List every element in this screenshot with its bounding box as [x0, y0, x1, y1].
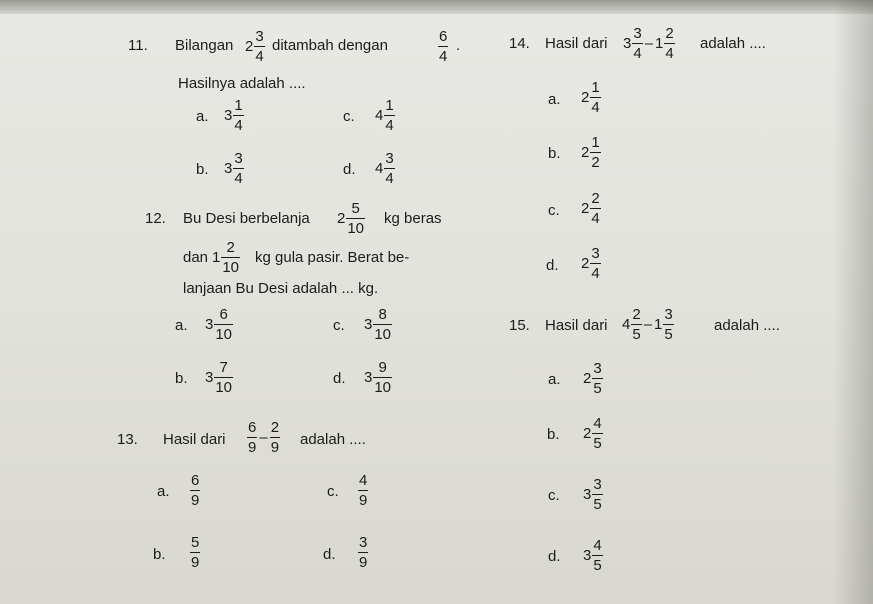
- q11-line2: Hasilnya adalah ....: [178, 75, 306, 92]
- q15-option-b: 2 $\frac{4}{5}$: [583, 415, 602, 452]
- q14-option-b: 2 $\frac{1}{2}$: [581, 134, 600, 171]
- q12-option-label: d.: [333, 370, 346, 387]
- q12-number: 12.: [145, 210, 166, 227]
- q14-option-d: 2 $\frac{3}{4}$: [581, 245, 600, 282]
- q13-option-label: a.: [157, 483, 170, 500]
- q13-option-label: b.: [153, 546, 166, 563]
- q15-number: 15.: [509, 317, 530, 334]
- q15-text-2: adalah ....: [714, 317, 780, 334]
- q12-text: Bu Desi berbelanja: [183, 210, 310, 227]
- q11-period: .: [456, 37, 461, 54]
- q13-number: 13.: [117, 431, 138, 448]
- q12-option-d: 3 $\frac{9}{10}$: [364, 359, 392, 396]
- q13-option-a: $\frac{6}{9}$: [191, 472, 200, 509]
- q13-option-label: d.: [323, 546, 336, 563]
- q14-option-c: 2 $\frac{2}{4}$: [581, 190, 600, 227]
- q14-number: 14.: [509, 35, 530, 52]
- q11-text: Bilangan: [175, 37, 234, 54]
- q13-option-b: $\frac{5}{9}$: [191, 534, 200, 571]
- q11-fraction-1: 2 $\frac{3}{4}$: [245, 28, 264, 65]
- q11-text-2: ditambah dengan: [272, 37, 388, 54]
- q13-text: Hasil dari: [163, 431, 226, 448]
- q15-option-label: b.: [547, 426, 560, 443]
- q12-fraction-2: 1 $\frac{2}{10}$: [212, 239, 240, 276]
- q15-option-label: a.: [548, 371, 561, 388]
- q11-option-label: b.: [196, 161, 209, 178]
- q15-expression: 4 $\frac{2}{5}$ – 1 $\frac{3}{5}$: [622, 306, 673, 343]
- q14-option-a: 2 $\frac{1}{4}$: [581, 79, 600, 116]
- q13-text-2: adalah ....: [300, 431, 366, 448]
- q12-text-2: kg beras: [384, 210, 442, 227]
- q11-fraction-2: $\frac{6}{4}$: [439, 28, 448, 65]
- q12-option-b: 3 $\frac{7}{10}$: [205, 359, 233, 396]
- q15-option-c: 3 $\frac{3}{5}$: [583, 476, 602, 513]
- q12-fraction-1: 2 $\frac{5}{10}$: [337, 200, 365, 237]
- q15-option-label: c.: [548, 487, 560, 504]
- q14-text: Hasil dari: [545, 35, 608, 52]
- page-edge-shadow: [0, 0, 873, 14]
- q13-expression: $\frac{6}{9}$ – $\frac{2}{9}$: [248, 419, 280, 456]
- q11-option-a: 3 $\frac{1}{4}$: [224, 97, 243, 134]
- q14-option-label: a.: [548, 91, 561, 108]
- q14-expression: 3 $\frac{3}{4}$ – 1 $\frac{2}{4}$: [623, 25, 674, 62]
- q15-option-label: d.: [548, 548, 561, 565]
- q15-option-d: 3 $\frac{4}{5}$: [583, 537, 602, 574]
- q11-option-b: 3 $\frac{3}{4}$: [224, 150, 243, 187]
- q12-option-label: c.: [333, 317, 345, 334]
- q12-option-a: 3 $\frac{6}{10}$: [205, 306, 233, 343]
- q14-option-label: c.: [548, 202, 560, 219]
- q13-option-d: $\frac{3}{9}$: [359, 534, 368, 571]
- q14-text-2: adalah ....: [700, 35, 766, 52]
- q15-text: Hasil dari: [545, 317, 608, 334]
- q12-option-c: 3 $\frac{8}{10}$: [364, 306, 392, 343]
- q11-option-label: a.: [196, 108, 209, 125]
- q14-option-label: b.: [548, 145, 561, 162]
- q12-option-label: a.: [175, 317, 188, 334]
- q13-option-label: c.: [327, 483, 339, 500]
- q14-option-label: d.: [546, 257, 559, 274]
- q12-text-3: dan: [183, 249, 209, 266]
- q11-option-label: c.: [343, 108, 355, 125]
- q15-option-a: 2 $\frac{3}{5}$: [583, 360, 602, 397]
- q13-option-c: $\frac{4}{9}$: [359, 472, 368, 509]
- page-right-shadow: [833, 0, 873, 604]
- q12-line3: lanjaan Bu Desi adalah ... kg.: [183, 280, 379, 297]
- q12-text-4: kg gula pasir. Berat be-: [255, 249, 410, 266]
- q12-option-label: b.: [175, 370, 188, 387]
- q11-option-label: d.: [343, 161, 356, 178]
- q11-number: 11.: [128, 37, 148, 54]
- q11-option-d: 4 $\frac{3}{4}$: [375, 150, 394, 187]
- q11-option-c: 4 $\frac{1}{4}$: [375, 97, 394, 134]
